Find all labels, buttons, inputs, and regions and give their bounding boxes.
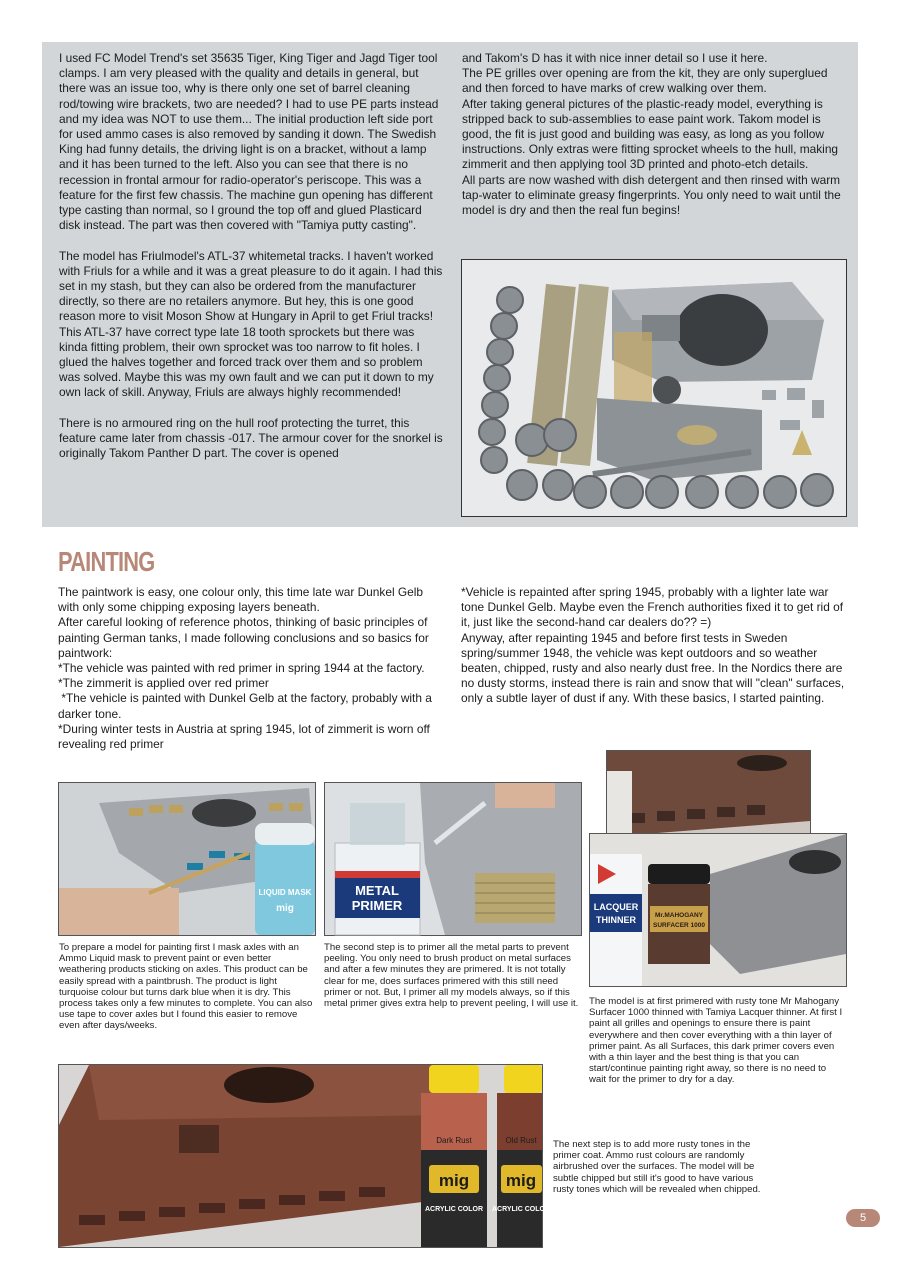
caption-rust-colours: The next step is to add more rusty tones in the primer coat. Ammo rust colours are randomly airbrushed over the surfaces. The model will be subtle chipped but still it's good to have various rusty tones which will be revealed when chipped. xyxy=(553,1139,761,1195)
intro-paragraph: After taking general pictures of the plastic-ready model, everything is stripped back to sub-assemblies to ease paint work. Takom model is good, the fit is just good and building was easy, as long as you follow instructions. Only extras were fitting sprocket wheels to the hull, making zimmerit and then applying tool 3D printed and photo-etch details. xyxy=(462,96,839,172)
bottle-label: Old Rust xyxy=(505,1136,537,1145)
photo-model-parts xyxy=(461,259,847,517)
bottle-label: METAL xyxy=(355,883,399,898)
photo-rust-colours xyxy=(58,1064,551,1248)
jar-label: SURFACER 1000 xyxy=(652,922,706,929)
photo-liquid-mask xyxy=(58,782,316,936)
painting-paragraph: *During winter tests in Austria at spring 1945, lot of zimmerit is worn off revealing red primer xyxy=(58,721,430,752)
bottle-label: Dark Rust xyxy=(436,1136,472,1145)
painting-paragraph: *The zimmerit is applied over red primer xyxy=(58,676,269,691)
photo-mahogany-surfacer xyxy=(589,833,847,987)
bottle-label: ACRYLIC COLOR xyxy=(424,1206,484,1213)
painting-left-column xyxy=(58,585,443,752)
intro-left-column xyxy=(59,51,444,461)
brand-label: mig xyxy=(438,1171,470,1190)
bottle-label: LIQUID MASK xyxy=(258,888,312,897)
brand-label: mig xyxy=(276,903,294,914)
painting-paragraph: *The vehicle was painted with red primer in spring 1944 at the factory. xyxy=(58,661,425,676)
intro-paragraph: The model has Friulmodel's ATL-37 whitemetal tracks. I haven't worked with Friuls for a while and it was a great pleasure to do it again. I had this set in my stash, but they can also be ordered from the manufacturer directly, so there are no retailers anymore. But hey, this is one good reason more to visit Moson Show at Hungary in April to get Friul tracks! xyxy=(59,248,443,324)
bottle-label: LACQUER xyxy=(593,902,639,912)
intro-paragraph: All parts are now washed with dish detergent and then rinsed with warm tap-water to eliminate greasy fingerprints. You only need to wait until the model is dry and then the real fun begins! xyxy=(462,172,841,218)
intro-paragraph: This ATL-37 have correct type late 18 tooth sprockets but there was kinda fitting problem, their own sprocket was too narrow to fit holes. I glued the halves together and forced track over them and so problem was solved. Maybe this was my own fault and we can put it down to my own lack of skill. Anyway, Friuls are always highly recommended! xyxy=(59,324,434,400)
intro-paragraph: There is no armoured ring on the hull roof protecting the turret, this feature came later from chassis -017. The armour cover for the snorkel is originally Takom Panther D part. The cover is opened xyxy=(59,415,443,461)
painting-paragraph: The paintwork is easy, one colour only, this time late war Dunkel Gelb with only some chipping exposing layers beneath. xyxy=(58,585,424,615)
intro-paragraph: I used FC Model Trend's set 35635 Tiger, King Tiger and Jagd Tiger tool clamps. I am very pleased with the quality and details in general, but there was an issue too, why is there only one set of barrel cleaning rod/towing wire brackets, two are needed? I had to use PE parts instead and my idea was NOT to use them... The initial production left side port for used ammo cases is also removed by sanding it down. The Swedish King had funny details, the driving light is on a bracket, without a lamp and it has been turned to the left. Also you can see that there is no recession in frontal armour for radio-operator's periscope. This was a feature for the first few chassis. The machine gun opening has different type casting than normal, so I ground the top off and glued Plasticard disk instead. The part was then covered with "Tamiya putty casting". xyxy=(59,51,439,233)
photo-primered-hull xyxy=(606,750,811,838)
painting-paragraph: Anyway, after repainting 1945 and before first tests in Sweden spring/summer 1948, the vehicle was kept outdoors and so weather beaten, chipped, rusty and also nearly dust free. In the Nordics there are no dusty storms, instead there is rain and snow that will "clean" surfaces, only a subtle layer of dust if any. With these basics, I started painting. xyxy=(461,630,845,706)
brand-label: mig xyxy=(505,1171,537,1190)
bottle-label: PRIMER xyxy=(351,898,403,913)
painting-paragraph: *The vehicle is painted with Dunkel Gelb at the factory, probably with a darker tone. xyxy=(58,691,436,721)
bottle-label: ACRYLIC COLOR xyxy=(491,1206,551,1213)
intro-right-column xyxy=(462,51,850,218)
section-title-painting: PAINTING xyxy=(58,546,155,577)
intro-paragraph: The PE grilles over opening are from the kit, they are only superglued and then forced to have marks of crew walking over them. xyxy=(462,66,828,96)
bottle-label: THINNER xyxy=(596,915,636,925)
painting-paragraph: *Vehicle is repainted after spring 1945, probably with a lighter late war tone Dunkel Gelb. Maybe even the French authorities fixed it to get rid of it, just like the second-hand car dealers do?? =) xyxy=(461,585,844,630)
caption-metal-primer: The second step is to primer all the metal parts to prevent peeling. You only need to brush product on metal surfaces and after a few minutes they are primered. It is not totally clear for me, does surfaces primered with this still need primer or not. But, I primer all my models always, so if this metal primer gives extra help to prevent peeling, I will use it. xyxy=(324,942,579,1010)
intro-paragraph: and Takom's D has it with nice inner detail so I use it here. xyxy=(462,51,768,65)
caption-liquid-mask: To prepare a model for painting first I mask axles with an Ammo Liquid mask to prevent paint or even better weathering products sticking on axles. This product can be easily spread with a paintbrush. The product is light turquoise colour but turns dark blue when it is dry. This process takes only a few minutes to complete. You can also use tape to cover axles but I found this easier to remove even after days/weeks. xyxy=(59,942,313,1032)
jar-label: Mr.MAHOGANY xyxy=(654,912,704,919)
caption-mahogany-surfacer: The model is at first primered with rusty tone Mr Mahogany Surfacer 1000 thinned with Tamiya Lacquer thinner. At first I paint all grilles and openings to ensure there is paint everywhere and then cover everything with a thin layer of primer paint. As all Surfaces, this dark primer covers even with a thin layer and the best thing is that you can start/continue painting right away, so there is no need to wait for the primer to dry for a day. xyxy=(589,996,843,1086)
painting-paragraph: After careful looking of reference photos, thinking of basic principles of painting German tanks, I made following conclusions and so basics for paintwork: xyxy=(58,615,429,660)
photo-metal-primer xyxy=(324,782,582,936)
page-number: 5 xyxy=(846,1209,880,1227)
painting-right-column xyxy=(461,585,851,707)
